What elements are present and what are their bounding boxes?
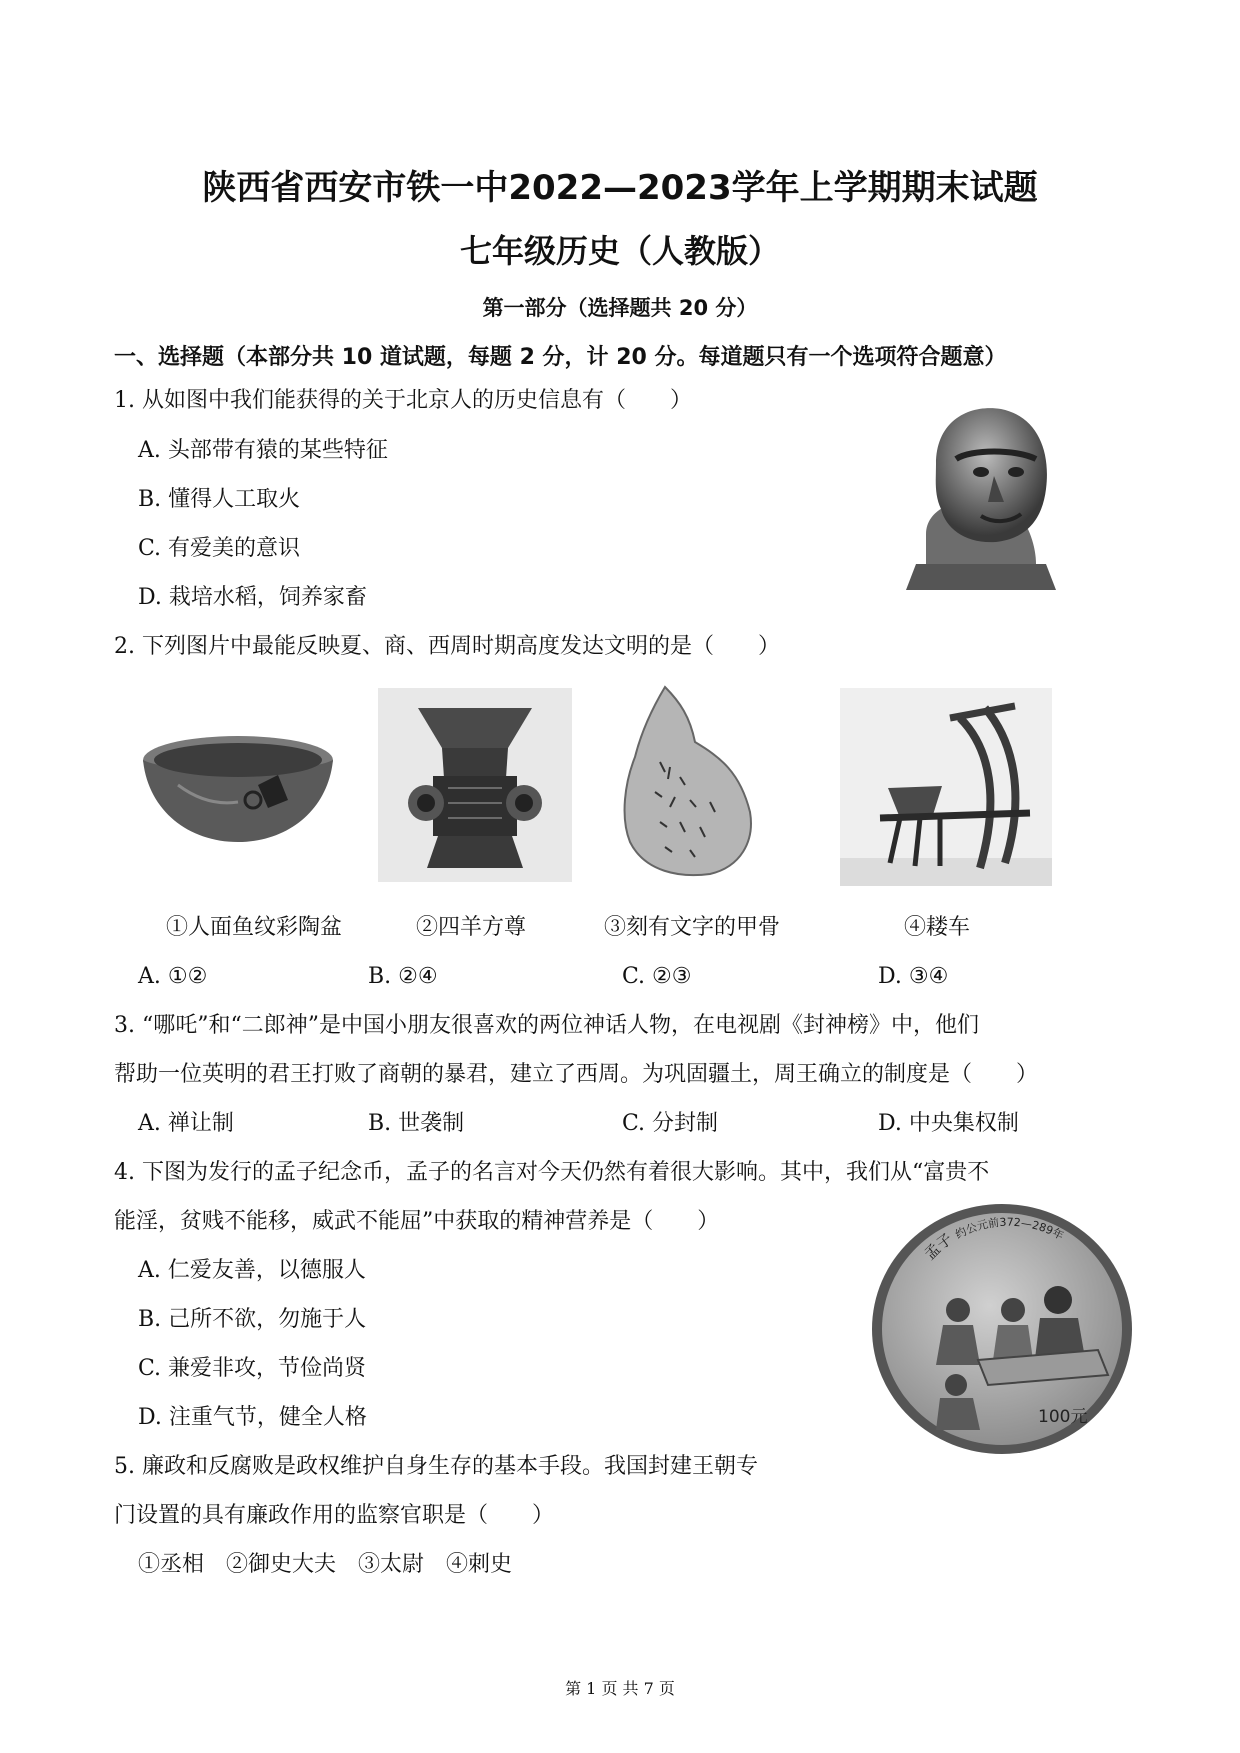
q4-stem-line2: 能淫，贫贱不能移，威武不能屈”中获取的精神营养是（ ）	[114, 1209, 720, 1234]
q1-option-d: D. 栽培水稻，饲养家畜	[138, 585, 367, 610]
q3-option-a: A. 禅让制	[138, 1111, 234, 1136]
part-heading: 第一部分（选择题共 20 分）	[482, 296, 758, 320]
q4-option-a: A. 仁爱友善，以德服人	[138, 1258, 366, 1283]
q4-option-d: D. 注重气节，健全人格	[138, 1405, 367, 1430]
q3-stem-line1: 3. “哪吒”和“二郎神”是中国小朋友很喜欢的两位神话人物，在电视剧《封神榜》中，他们	[114, 1013, 979, 1038]
exam-title: 陕西省西安市铁一中2022—2023学年上学期期末试题	[202, 168, 1038, 208]
q2-stem: 2. 下列图片中最能反映夏、商、西周时期高度发达文明的是（ ）	[114, 634, 780, 659]
section-heading: 一、选择题（本部分共 10 道试题，每题 2 分，计 20 分。每道题只有一个选项符合题意）	[114, 345, 1007, 370]
coin-years: 约公元前372—289年	[953, 1215, 1066, 1243]
q4-option-c: C. 兼爱非攻，节俭尚贤	[138, 1356, 367, 1381]
q1-option-c: C. 有爱美的意识	[138, 536, 301, 561]
four-goat-square-zun-image	[378, 688, 572, 882]
q2-option-d: D. ③④	[878, 964, 949, 989]
q2-option-c: C. ②③	[622, 964, 692, 989]
q2-option-b: B. ②④	[368, 964, 438, 989]
painted-pottery-basin-image	[138, 730, 338, 848]
q5-stem-line2: 门设置的具有廉政作用的监察官职是（ ）	[114, 1503, 555, 1528]
q4-option-b: B. 己所不欲，勿施于人	[138, 1307, 367, 1332]
q5-stem-line1: 5. 廉政和反腐败是政权维护自身生存的基本手段。我国封建王朝专	[114, 1454, 758, 1479]
q2-caption-3: ③刻有文字的甲骨	[604, 915, 781, 940]
q3-option-c: C. 分封制	[622, 1111, 719, 1136]
coin-value: 100元	[1038, 1407, 1088, 1427]
oracle-bone-image	[610, 682, 756, 878]
q2-caption-2: ②四羊方尊	[416, 915, 527, 940]
coin-name: 孟子	[920, 1229, 956, 1264]
q3-option-d: D. 中央集权制	[878, 1111, 1019, 1136]
q1-option-a: A. 头部带有猿的某些特征	[138, 438, 388, 463]
q2-caption-1: ①人面鱼纹彩陶盆	[166, 915, 343, 940]
q3-stem-line2: 帮助一位英明的君王打败了商朝的暴君，建立了西周。为巩固疆土，周王确立的制度是（ ）	[114, 1062, 1039, 1087]
q1-stem: 1. 从如图中我们能获得的关于北京人的历史信息有（ ）	[114, 388, 692, 413]
q4-stem-line1: 4. 下图为发行的孟子纪念币，孟子的名言对今天仍然有着很大影响。其中，我们从“富贵不	[114, 1160, 990, 1185]
mencius-coin-image	[868, 1200, 1136, 1458]
page-number: 第 1 页 共 7 页	[565, 1679, 675, 1698]
q3-option-b: B. 世袭制	[368, 1111, 465, 1136]
q2-option-a: A. ①②	[138, 964, 208, 989]
exam-subtitle: 七年级历史（人教版）	[459, 232, 780, 270]
q1-option-b: B. 懂得人工取火	[138, 487, 301, 512]
peking-man-bust-image	[896, 404, 1060, 590]
q5-items: ①丞相 ②御史大夫 ③太尉 ④刺史	[138, 1552, 513, 1577]
q2-caption-4: ④耧车	[904, 915, 971, 940]
seed-drill-louche-image	[840, 688, 1052, 886]
